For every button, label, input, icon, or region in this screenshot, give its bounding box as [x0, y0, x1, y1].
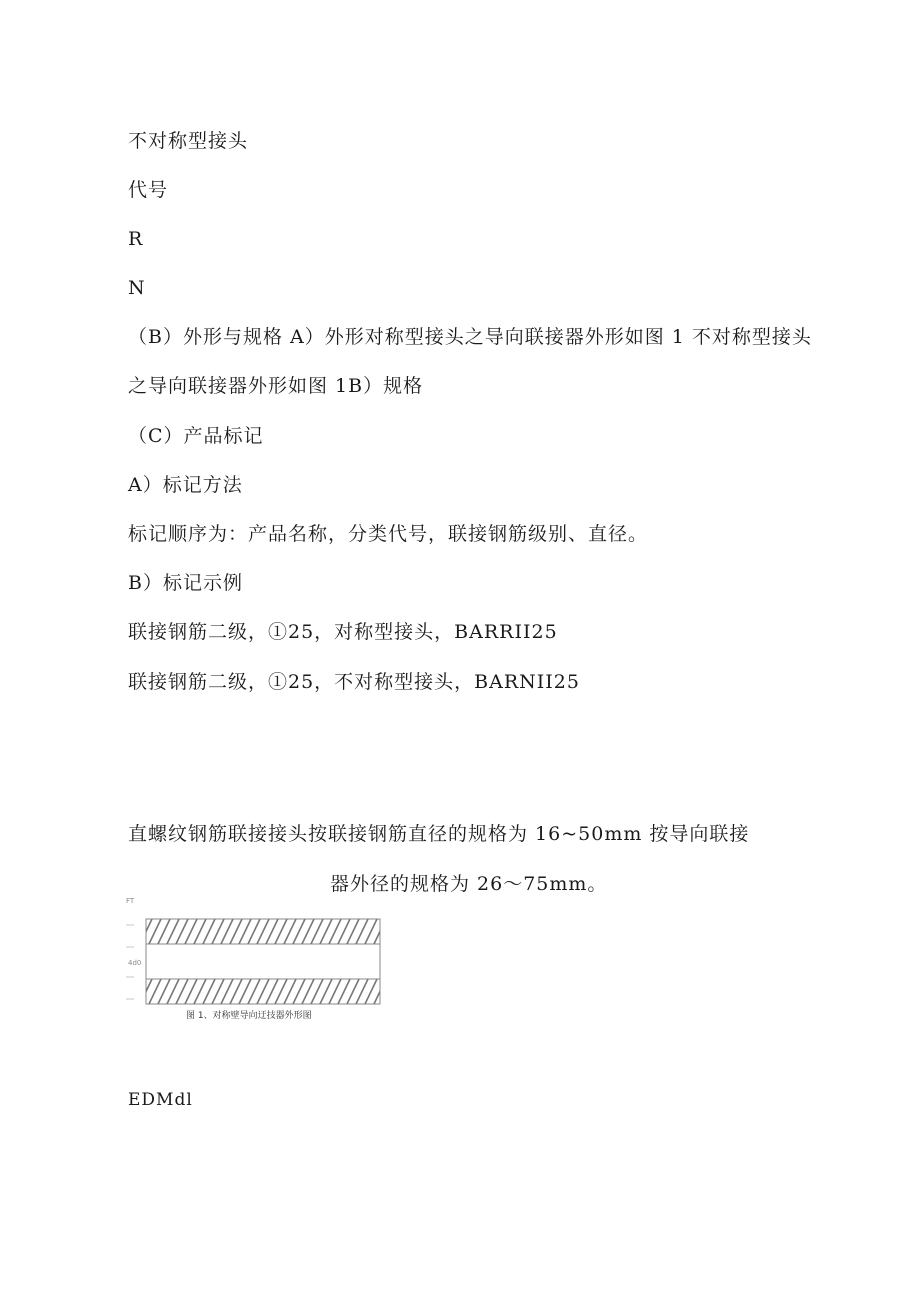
code-label: 代号 — [128, 179, 169, 201]
section-c-heading: （C）产品标记 — [128, 425, 264, 447]
mark-order-text: 标记顺序为：产品名称，分类代号，联接钢筋级别、直径。 — [128, 523, 649, 545]
example-line-1: 联接钢筋二级，①25，对称型接头，BARRII25 — [128, 621, 558, 643]
spec-line-2: 器外径的规格为 26～75mm。 — [330, 873, 608, 895]
footer-text: EDMdl — [128, 1090, 193, 1110]
code-n: N — [128, 277, 146, 299]
section-b-line-1: （B）外形与规格 A）外形对称型接头之导向联接器外形如图 1 不对称型接头 — [128, 326, 812, 348]
upper-thread-hatch — [140, 919, 386, 944]
thread-hatch-stroke — [383, 919, 386, 944]
spec-line-1: 直螺纹钢筋联接接头按联接钢筋直径的规格为 16~50mm 按导向联接 — [128, 823, 750, 845]
figure-label-mid: 4d0 — [128, 959, 142, 967]
lower-thread-hatch — [140, 979, 386, 1004]
thread-hatch-stroke — [383, 979, 386, 1004]
figure-1-connector-diagram — [126, 895, 386, 1020]
code-r: R — [128, 228, 144, 250]
figure-1-caption: 图 1、对称壁导向迂技器外形图 — [186, 1011, 312, 1021]
mark-example-heading: B）标记示例 — [128, 572, 243, 594]
figure-label-top: FT — [126, 897, 135, 905]
mark-method-heading: A）标记方法 — [128, 474, 243, 496]
heading-asymmetric-joint: 不对称型接头 — [128, 130, 249, 152]
section-b-line-2: 之导向联接器外形如图 1B）规格 — [128, 375, 424, 397]
example-line-2: 联接钢筋二级，①25，不对称型接头，BARNII25 — [128, 671, 580, 693]
